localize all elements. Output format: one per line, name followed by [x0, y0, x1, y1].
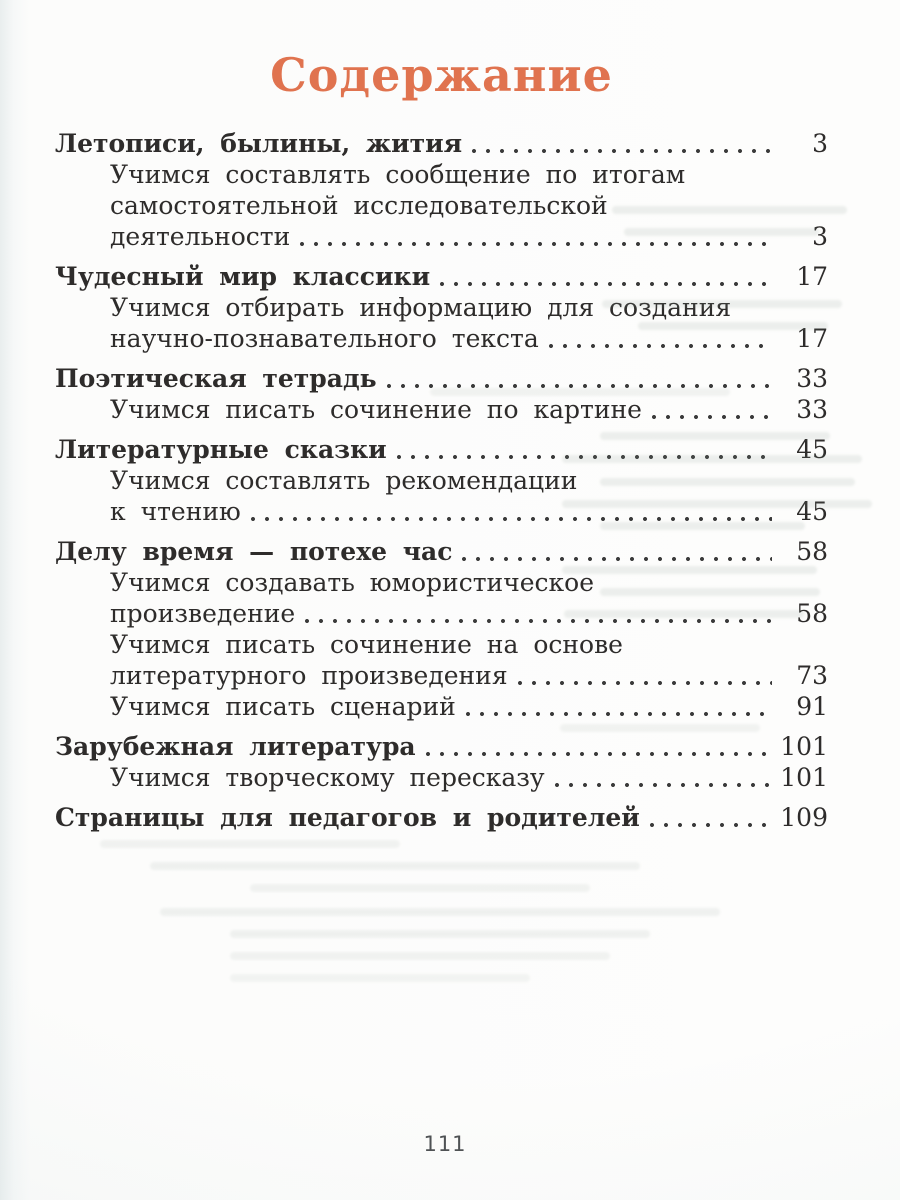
toc-entry — [55, 691, 828, 722]
toc-entry-line — [55, 536, 828, 567]
toc-entry — [55, 434, 828, 465]
toc-entry-page: 3 — [812, 222, 828, 251]
toc-entry-title: Учимся писать сочинение на основе — [110, 630, 623, 659]
toc-entry-line — [110, 323, 828, 354]
dot-leader — [518, 679, 772, 687]
toc-entry-page: 58 — [796, 599, 828, 628]
page-title: Содержание — [270, 48, 613, 102]
toc-entry-title: научно-познавательного текста — [110, 324, 539, 353]
table-of-contents — [55, 128, 828, 833]
toc-entry-page: 33 — [796, 395, 828, 424]
toc-entry-page: 33 — [796, 364, 828, 393]
toc-entry-page: 17 — [796, 262, 828, 291]
toc-entry-title: Летописи, былины, жития — [55, 129, 463, 158]
toc-entry-line — [55, 731, 828, 762]
toc-entry-line — [110, 598, 828, 629]
page-content — [55, 0, 828, 833]
page-number: 111 — [423, 1132, 467, 1156]
toc-entry-line — [110, 496, 828, 527]
toc-entry-title: произведение — [110, 599, 296, 628]
dot-leader — [426, 750, 772, 758]
toc-entry — [55, 159, 828, 252]
dot-leader — [466, 710, 772, 718]
toc-entry-page: 58 — [796, 537, 828, 566]
toc-entry-title: самостоятельной исследовательской — [110, 191, 608, 220]
toc-entry — [55, 394, 828, 425]
toc-entry-title: Литературные сказки — [55, 435, 387, 464]
bleedthrough-smudge — [160, 908, 720, 916]
toc-entry-page: 101 — [780, 732, 828, 761]
dot-leader — [300, 240, 772, 248]
toc-entry — [55, 465, 828, 527]
toc-entry-title: Страницы для педагогов и родителей — [55, 803, 640, 832]
toc-entry-page: 101 — [780, 763, 828, 792]
toc-entry-page: 73 — [796, 661, 828, 690]
dot-leader — [549, 342, 772, 350]
toc-entry-page: 45 — [796, 435, 828, 464]
toc-entry-line — [110, 660, 828, 691]
dot-leader — [440, 280, 772, 288]
toc-entry-line — [110, 691, 828, 722]
toc-entry-title: Учимся составлять сообщение по итогам — [110, 160, 686, 189]
bleedthrough-smudge — [250, 884, 590, 892]
toc-entry-page: 91 — [796, 692, 828, 721]
toc-entry-page: 17 — [796, 324, 828, 353]
toc-entry-line — [55, 363, 828, 394]
toc-entry-title: Делу время — потехе час — [55, 537, 453, 566]
bleedthrough-smudge — [230, 952, 610, 960]
toc-entry-line — [110, 394, 828, 425]
bleedthrough-smudge — [230, 974, 530, 982]
toc-entry — [55, 762, 828, 793]
dot-leader — [462, 555, 772, 563]
toc-entry-page: 3 — [812, 129, 828, 158]
toc-entry-line — [55, 128, 828, 159]
toc-entry-line — [110, 762, 828, 793]
toc-entry — [55, 802, 828, 833]
dot-leader — [555, 781, 772, 789]
dot-leader — [305, 617, 772, 625]
toc-entry-title: литературного произведения — [110, 661, 508, 690]
dot-leader — [397, 453, 772, 461]
toc-entry — [55, 629, 828, 691]
bleedthrough-smudge — [230, 930, 650, 938]
toc-entry-title: Учимся писать сценарий — [110, 692, 456, 721]
toc-entry-line — [55, 802, 828, 833]
dot-leader — [251, 515, 772, 523]
bleedthrough-smudge — [100, 840, 400, 848]
toc-entry-title: Учимся отбирать информацию для создания — [110, 293, 732, 322]
toc-entry-page: 109 — [780, 803, 828, 832]
dot-leader — [472, 147, 772, 155]
toc-entry-line — [55, 434, 828, 465]
toc-entry — [55, 261, 828, 292]
toc-entry-title: Учимся создавать юмористическое — [110, 568, 594, 597]
toc-entry — [55, 731, 828, 762]
toc-entry-title: Чудесный мир классики — [55, 262, 431, 291]
bleedthrough-smudge — [150, 862, 640, 870]
toc-entry-line — [110, 221, 828, 252]
toc-entry — [55, 363, 828, 394]
toc-entry-title: Учимся творческому пересказу — [110, 763, 545, 792]
toc-entry-title: Учимся писать сочинение по картине — [110, 395, 642, 424]
toc-entry — [55, 128, 828, 159]
toc-entry-title: деятельности — [110, 222, 291, 251]
dot-leader — [652, 413, 772, 421]
toc-entry — [55, 536, 828, 567]
toc-entry-line — [55, 261, 828, 292]
toc-entry-page: 45 — [796, 497, 828, 526]
toc-entry-title: к чтению — [110, 497, 241, 526]
toc-entry — [55, 567, 828, 629]
toc-entry-title: Поэтическая тетрадь — [55, 364, 377, 393]
dot-leader — [650, 821, 772, 829]
toc-entry-title: Учимся составлять рекомендации — [110, 466, 578, 495]
toc-entry — [55, 292, 828, 354]
dot-leader — [387, 382, 772, 390]
toc-entry-title: Зарубежная литература — [55, 732, 416, 761]
